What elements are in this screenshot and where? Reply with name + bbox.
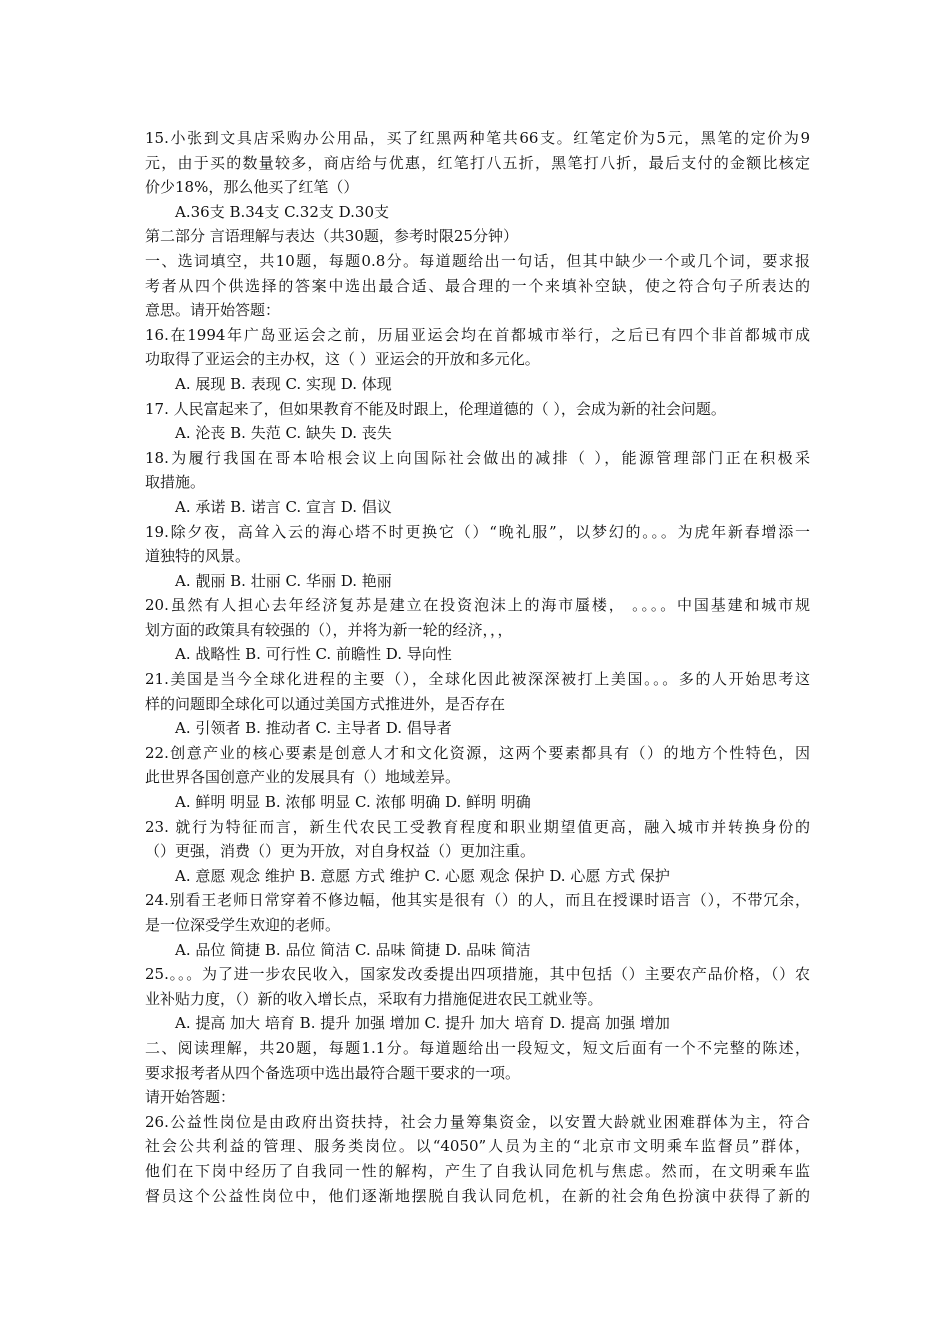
text-line: 样的问题即全球化可以通过美国方式推进外，是否存在 (145, 694, 506, 713)
text-line: 取措施。 (145, 473, 206, 492)
text-line: （）更强，消费（）更为开放，对自身权益（）更加注重。 (145, 842, 536, 861)
text-line: 道独特的风景。 (145, 547, 251, 566)
section-heading: 二、阅读理解，共20题，每题1.1分。每道题给出一段短文，短文后面有一个不完整的陈述， (145, 1038, 810, 1057)
answer-options: A. 战略性 B. 可行性 C. 前瞻性 D. 导向性 (175, 645, 452, 664)
text-line: 19.除夕夜，高耸入云的海心塔不时更换它（）“晚礼服”，以梦幻的。。。为虎年新春增添一 (145, 522, 810, 541)
answer-options: A. 沦丧 B. 失范 C. 缺失 D. 丧失 (175, 424, 392, 443)
text-line: 16.在1994年广岛亚运会之前，历届亚运会均在首都城市举行，之后已有四个非首都城市成 (145, 325, 810, 344)
text-line: 17. 人民富起来了，但如果教育不能及时跟上，伦理道德的（ ），会成为新的社会问题。 (145, 399, 726, 418)
answer-options: A. 靓丽 B. 壮丽 C. 华丽 D. 艳丽 (175, 571, 392, 590)
answer-options: A. 承诺 B. 诺言 C. 宣言 D. 倡议 (175, 497, 392, 516)
text-line: 一、选词填空，共10题，每题0.8分。每道题给出一句话，但其中缺少一个或几个词，要求报 (145, 251, 810, 270)
text-line: 意思。请开始答题： (145, 301, 281, 320)
answer-options: A.36支 B.34支 C.32支 D.30支 (175, 202, 390, 221)
text-line: 价少18%，那么他买了红笔（） (145, 178, 359, 197)
text-line: 此世界各国创意产业的发展具有（）地域差异。 (145, 768, 461, 787)
text-line: 他们在下岗中经历了自我同一性的解构，产生了自我认同危机与焦虑。然而，在文明乘车监 (145, 1161, 810, 1180)
answer-options: A. 鲜明 明显 B. 浓郁 明显 C. 浓郁 明确 D. 鲜明 明确 (175, 793, 531, 812)
text-line: 20.虽然有人担心去年经济复苏是建立在投资泡沫上的海市蜃楼， 。。。。中国基建和城市规 (145, 596, 810, 615)
document-page (145, 126, 810, 1208)
text-line: 考者从四个供选择的答案中选出最合适、最合理的一个来填补空缺，使之符合句子所表达的 (145, 276, 810, 295)
answer-options: A. 意愿 观念 维护 B. 意愿 方式 维护 C. 心愿 观念 保护 D. 心愿 方式 保护 (175, 866, 670, 885)
answer-options: A. 提高 加大 培育 B. 提升 加强 增加 C. 提升 加大 培育 D. 提高 加强 增加 (175, 1014, 670, 1033)
text-line: 18.为履行我国在哥本哈根会议上向国际社会做出的减排（ ），能源管理部门正在积极采 (145, 448, 810, 467)
answer-options: A. 展现 B. 表现 C. 实现 D. 体现 (175, 374, 392, 393)
text-line: 划方面的政策具有较强的（），并将为新一轮的经济，，， (145, 620, 513, 639)
answer-options: A. 品位 简捷 B. 品位 简洁 C. 品味 简捷 D. 品味 简洁 (175, 940, 531, 959)
text-line: 请开始答题： (145, 1088, 236, 1107)
answer-options: A. 引领者 B. 推动者 C. 主导者 D. 倡导者 (175, 719, 452, 738)
text-line: 26.公益性岗位是由政府出资扶持，社会力量筹集资金，以安置大龄就业困难群体为主，符合 (145, 1112, 810, 1131)
section-heading: 第二部分 言语理解与表达（共30题，参考时限25分钟） (145, 227, 518, 246)
text-line: 要求报考者从四个备选项中选出最符合题干要求的一项。 (145, 1063, 521, 1082)
text-line: 功取得了亚运会的主办权，这（ ）亚运会的开放和多元化。 (145, 350, 540, 369)
text-line: 25.。。。为了进一步农民收入，国家发改委提出四项措施，其中包括（）主要农产品价格，（）农 (145, 965, 810, 984)
text-line: 21.美国是当今全球化进程的主要（），全球化因此被深深被打上美国。。。多的人开始思考这 (145, 670, 810, 689)
text-line: 15.小张到文具店采购办公用品，买了红黑两种笔共66支。红笔定价为5元，黑笔的定价为9 (145, 129, 810, 147)
text-line: 22.创意产业的核心要素是创意人才和文化资源，这两个要素都具有（）的地方个性特色，因 (145, 743, 810, 762)
text-line: 业补贴力度，（）新的收入增长点，采取有力措施促进农民工就业等。 (145, 989, 603, 1008)
text-line: 督员这个公益性岗位中，他们逐渐地摆脱自我认同危机，在新的社会角色扮演中获得了新的 (145, 1186, 810, 1205)
text-line: 是一位深受学生欢迎的老师。 (145, 916, 341, 934)
text-line: 23. 就行为特征而言，新生代农民工受教育程度和职业期望值更高，融入城市并转换身份的 (145, 817, 810, 836)
text-line: 元，由于买的数量较多，商店给与优惠，红笔打八五折，黑笔打八折，最后支付的金额比核定 (145, 153, 810, 172)
text-line: 社会公共利益的管理、服务类岗位。以“4050”人员为主的“北京市文明乘车监督员”群体， (145, 1137, 810, 1156)
text-line: 24.别看王老师日常穿着不修边幅，他其实是很有（）的人，而且在授课时语言（），不带冗余， (145, 891, 810, 910)
